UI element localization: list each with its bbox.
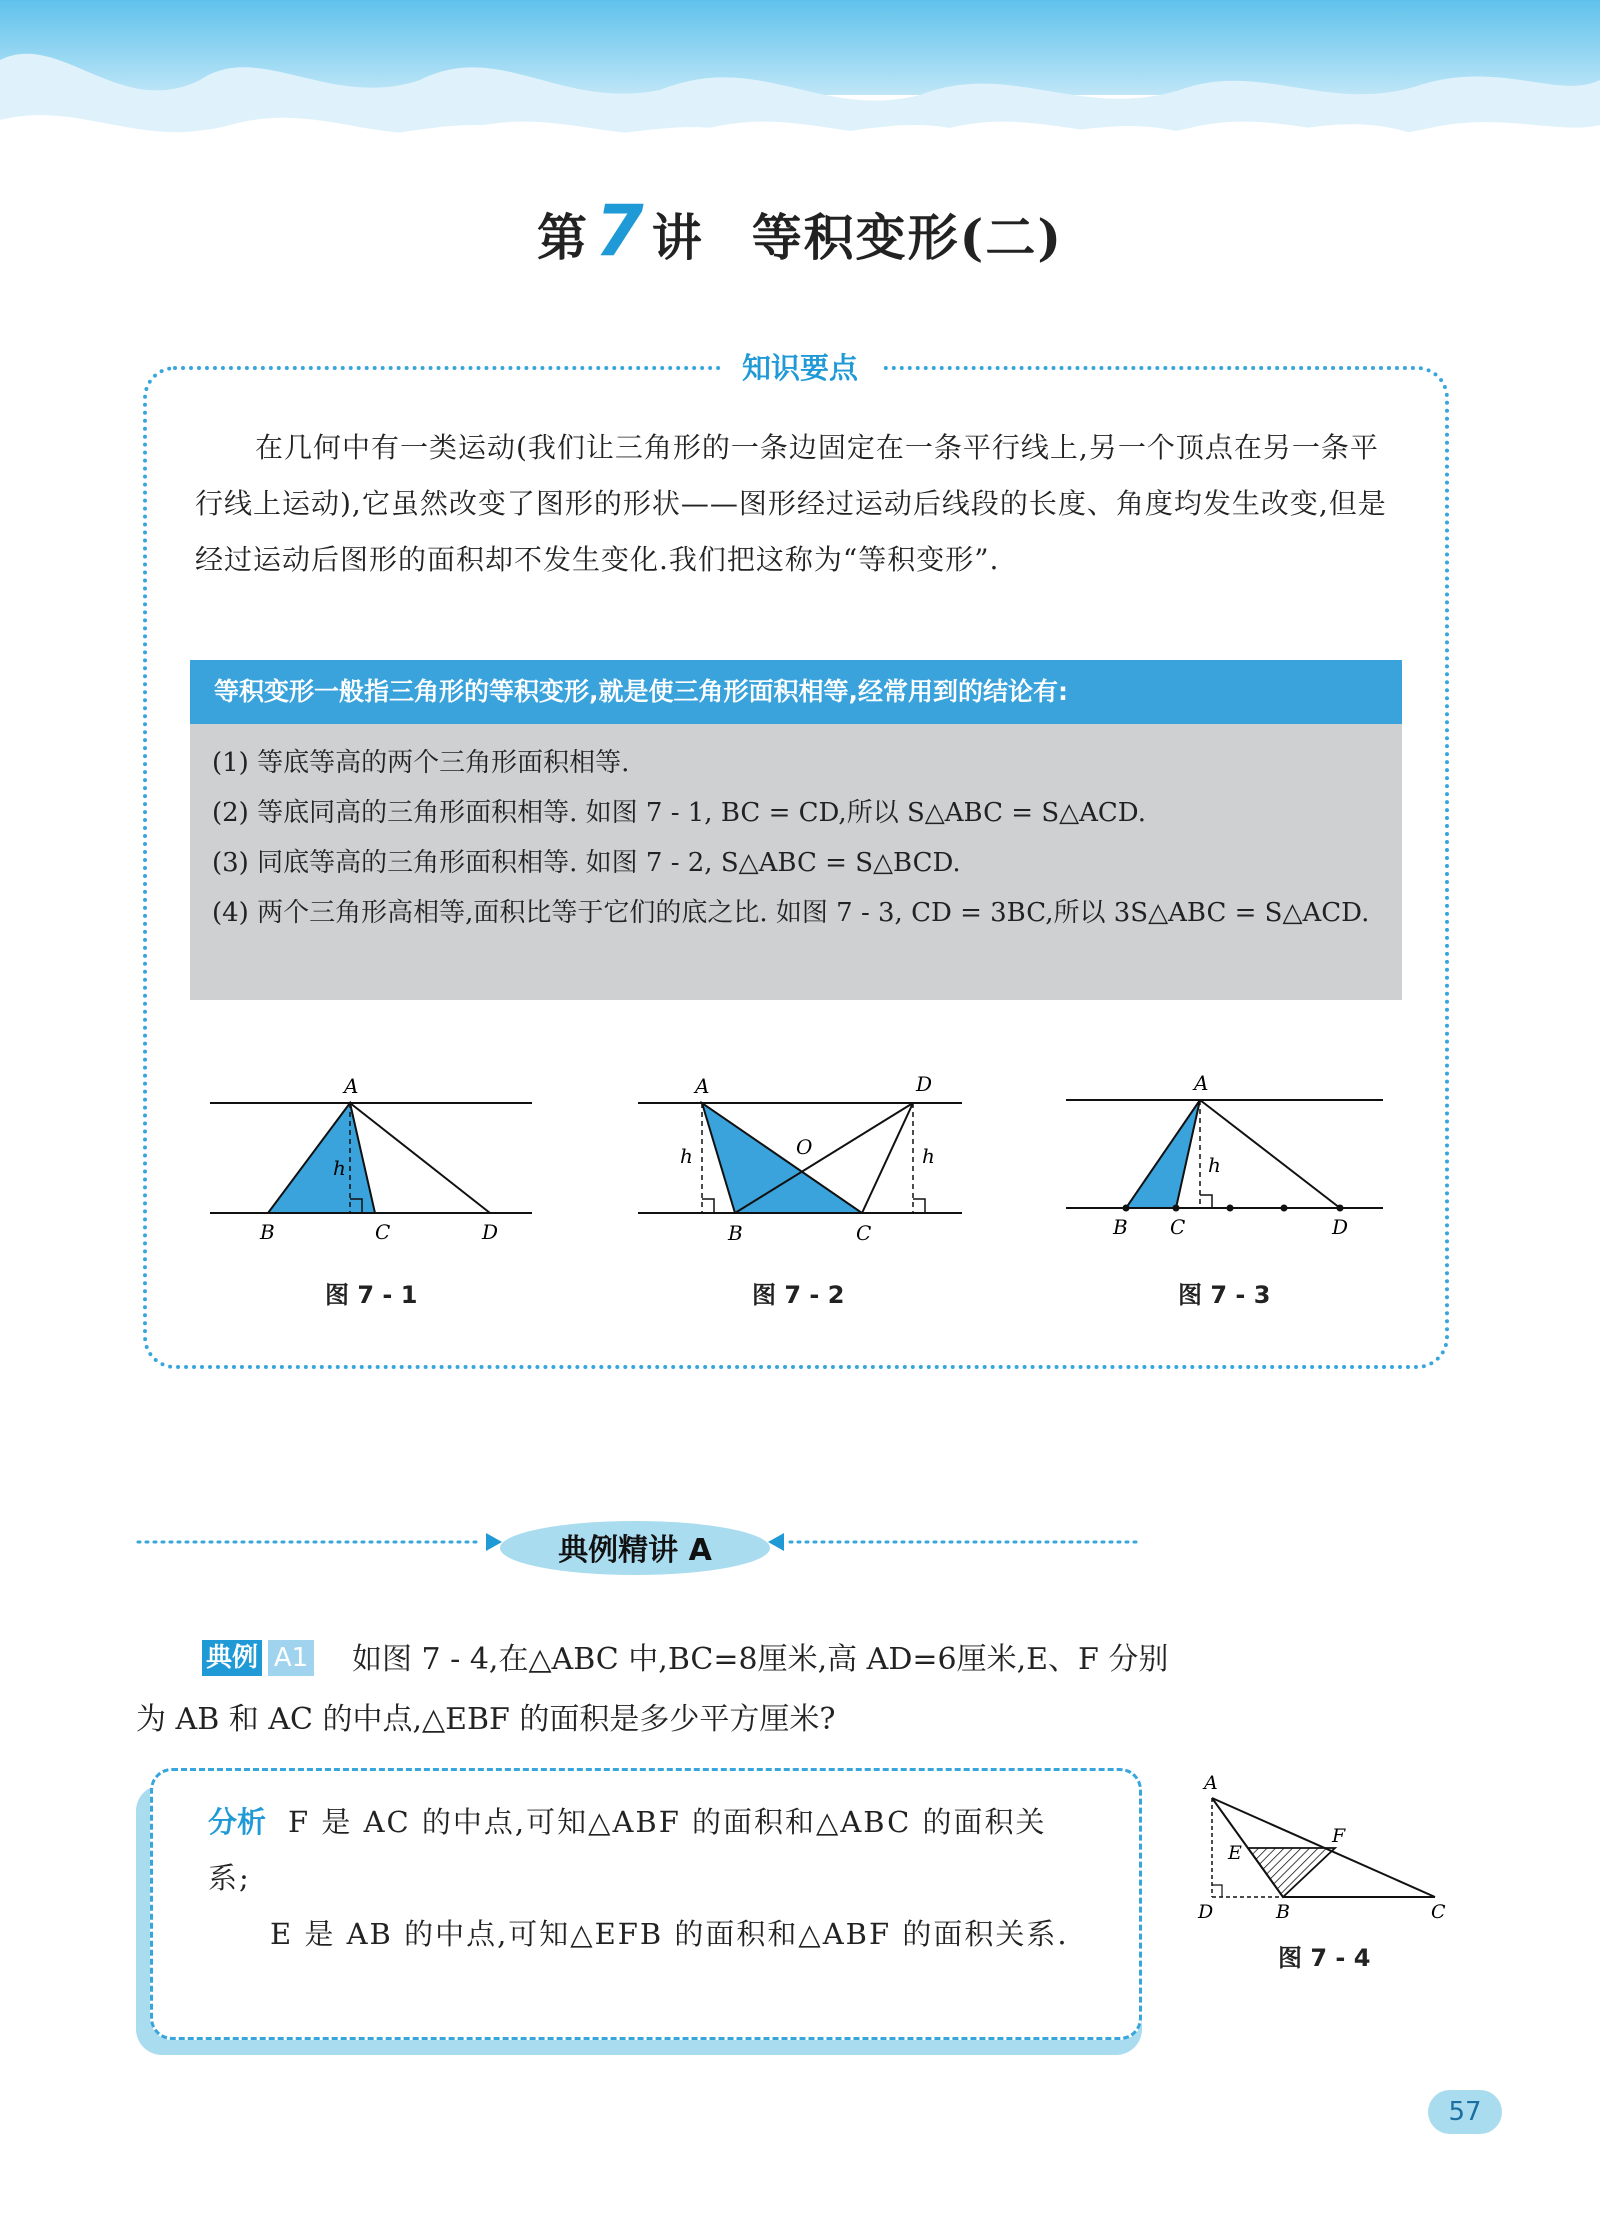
fig1-label-h: h	[333, 1156, 346, 1180]
conclusions-list	[190, 724, 1402, 1000]
figure-7-1	[205, 1065, 545, 1255]
examples-header	[130, 1515, 1150, 1575]
conclusions-heading: 等积变形一般指三角形的等积变形,就是使三角形面积相等,经常用到的结论有:	[190, 660, 1402, 724]
conclusion-item: (4) 两个三角形高相等,面积比等于它们的底之比. 如图 7 - 3, CD = 3BC,所以 3S△ABC = S△ACD.	[212, 898, 1370, 928]
fig3-label-d: D	[1332, 1215, 1349, 1239]
fig4-label-b: B	[1276, 1901, 1290, 1923]
fig3-label-b: B	[1113, 1215, 1128, 1239]
title-topic: 等积变形(二)	[751, 208, 1064, 267]
fig1-label-a: A	[344, 1074, 359, 1098]
figure-7-1-caption: 图 7 - 1	[325, 1281, 418, 1309]
conclusions-panel	[190, 660, 1402, 1000]
figure-7-3	[1060, 1065, 1400, 1255]
fig2-label-c: C	[856, 1221, 872, 1245]
figure-7-4	[1180, 1765, 1450, 1930]
fig3-label-a: A	[1194, 1071, 1209, 1095]
figure-7-3-caption: 图 7 - 3	[1178, 1281, 1271, 1309]
conclusion-item: (2) 等底同高的三角形面积相等. 如图 7 - 1, BC = CD,所以 S△ABC = S△ACD.	[212, 798, 1146, 828]
fig4-label-f: F	[1332, 1825, 1346, 1847]
example-tag: 典例	[202, 1640, 262, 1676]
fig2-label-d: D	[916, 1072, 933, 1096]
title-prefix: 第	[536, 208, 589, 267]
fig2-label-h-left: h	[680, 1144, 693, 1168]
knowledge-title: 知识要点	[720, 346, 880, 387]
page-title	[0, 190, 1600, 272]
fig1-label-b: B	[260, 1220, 275, 1244]
analysis-line-2: E 是 AB 的中点,可知△EFB 的面积和△ABF 的面积关系.	[270, 1917, 1069, 1951]
figure-7-4-caption: 图 7 - 4	[1278, 1944, 1371, 1972]
fig3-label-h: h	[1208, 1153, 1221, 1177]
fig2-label-o: O	[796, 1135, 813, 1159]
title-number: 7	[594, 190, 646, 272]
fig4-label-a: A	[1204, 1772, 1218, 1794]
analysis-label: 分析	[208, 1805, 267, 1839]
conclusion-item: (1) 等底等高的两个三角形面积相等.	[212, 748, 630, 778]
fig3-label-c: C	[1170, 1215, 1186, 1239]
fig4-label-c: C	[1431, 1901, 1446, 1923]
figure-7-2	[630, 1065, 975, 1255]
fig1-label-c: C	[375, 1220, 391, 1244]
conclusion-item: (3) 同底等高的三角形面积相等. 如图 7 - 2, S△ABC = S△BCD.	[212, 848, 961, 878]
knowledge-paragraph: 在几何中有一类运动(我们让三角形的一条边固定在一条平行线上,另一个顶点在另一条平行线上运动),它虽然改变了图形的形状——图形经过运动后线段的长度、角度均发生改变,但是经过运动后图形的面积却不发生变化.我们把这称为“等积变形”.	[195, 431, 1387, 576]
analysis-line-1: F 是 AC 的中点,可知△ABF 的面积和△ABC 的面积关系;	[208, 1805, 1047, 1895]
analysis-text	[208, 1794, 1088, 1962]
fig2-label-h-right: h	[922, 1144, 935, 1168]
fig1-label-d: D	[482, 1220, 499, 1244]
title-lecture: 讲	[651, 208, 704, 267]
examples-title: 典例精讲 A	[558, 1533, 712, 1568]
fig4-label-d: D	[1198, 1901, 1214, 1923]
example-1-question: 如图 7 - 4,在△ABC 中,BC=8厘米,高 AD=6厘米,E、F 分别为 AB 和 AC 的中点,△EBF 的面积是多少平方厘米?	[136, 1642, 1169, 1737]
figure-7-2-caption: 图 7 - 2	[752, 1281, 845, 1309]
cloud-banner	[0, 0, 1600, 170]
page-number: 57	[1428, 2090, 1502, 2134]
fig4-label-e: E	[1228, 1842, 1242, 1864]
fig2-label-a: A	[695, 1074, 710, 1098]
fig2-label-b: B	[728, 1221, 743, 1245]
example-tag-number: A1	[268, 1640, 314, 1676]
